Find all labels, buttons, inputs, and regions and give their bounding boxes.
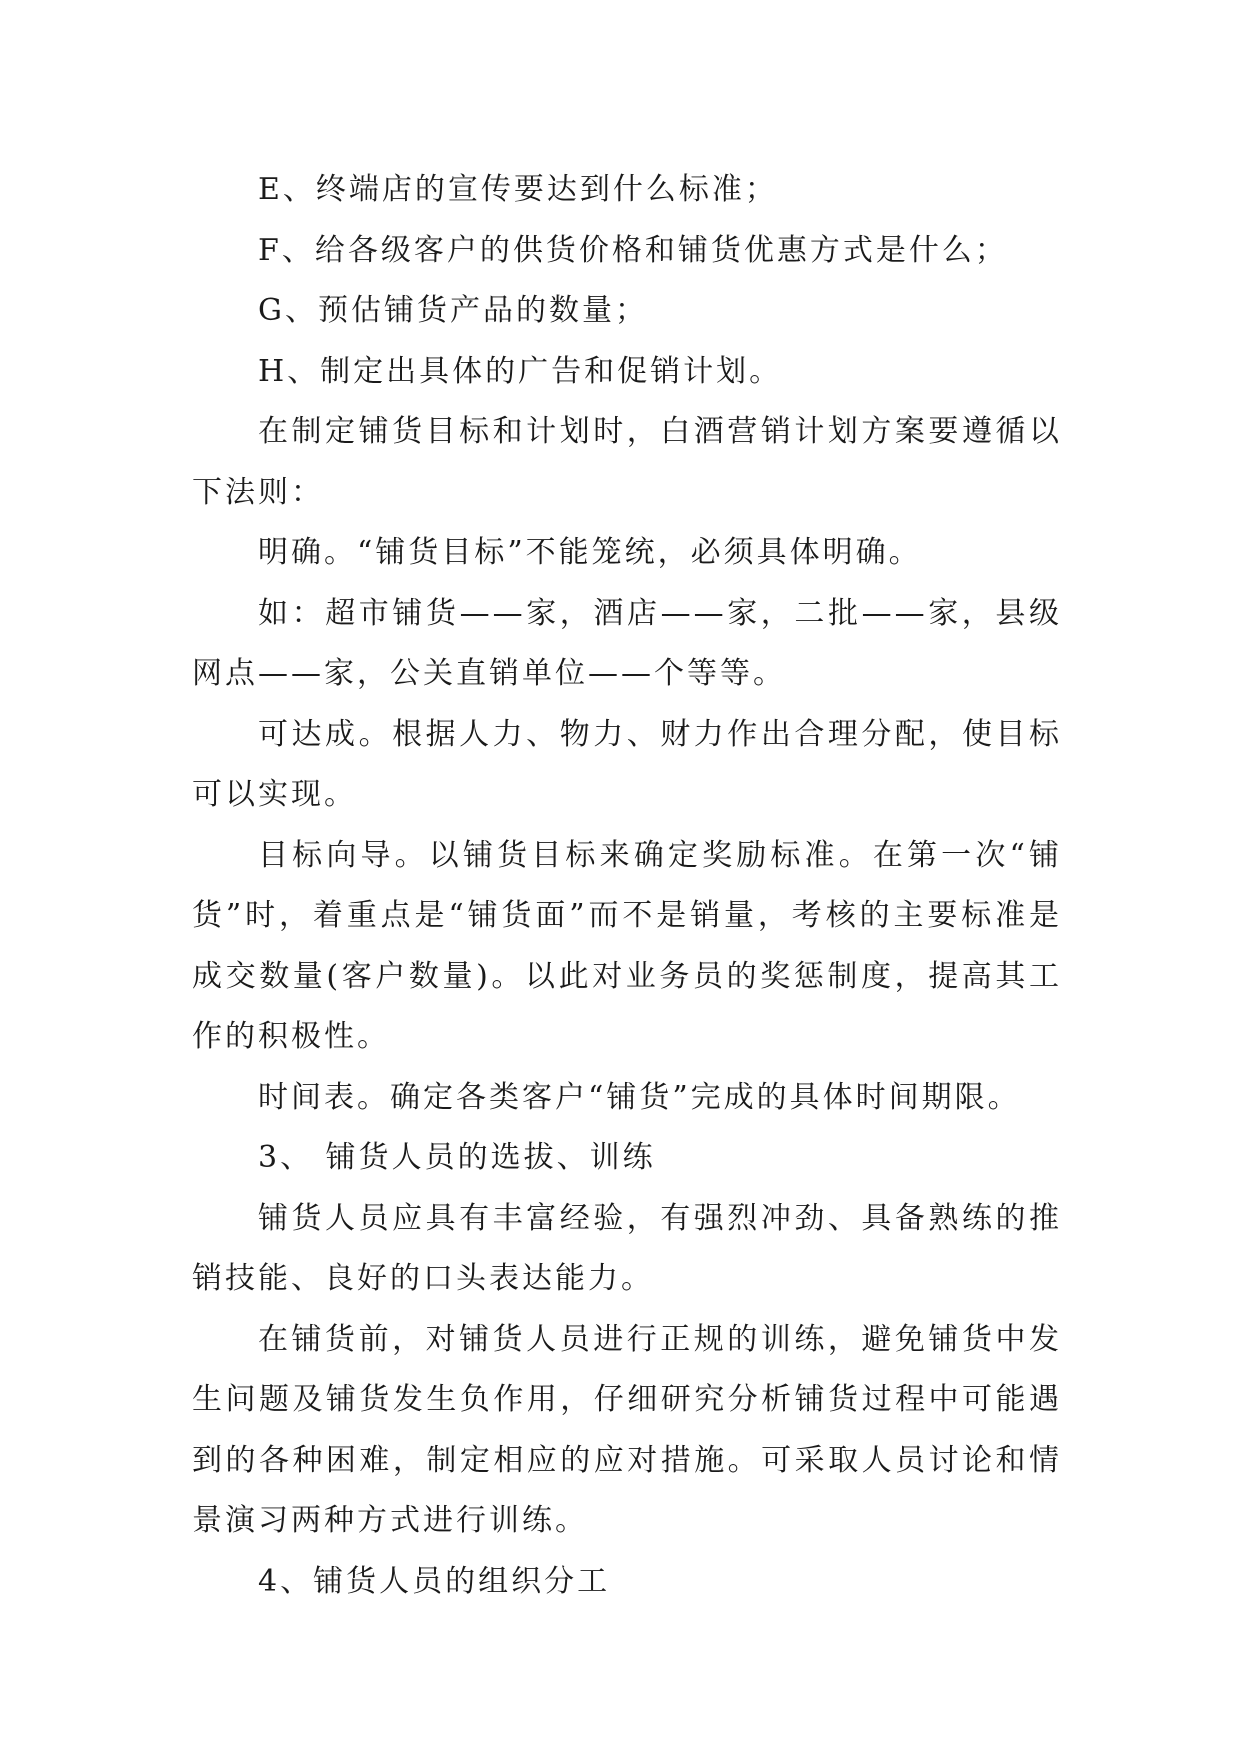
section-heading-4: 4、铺货人员的组织分工 xyxy=(258,1563,611,1599)
paragraph-item-f: F、给各级客户的供货价格和铺货优惠方式是什么； xyxy=(258,232,1008,268)
paragraph-staff-requirements: 铺货人员应具有丰富经验，有强烈冲劲、具备熟练的推销技能、良好的口头表达能力。 xyxy=(192,1200,1062,1296)
paragraph-rule-timetable: 时间表。确定各类客户“铺货”完成的具体时间期限。 xyxy=(258,1079,1021,1115)
paragraph-rule-clear: 明确。“铺货目标”不能笼统，必须具体明确。 xyxy=(258,535,922,570)
paragraph-item-h: H、制定出具体的广告和促销计划。 xyxy=(258,353,783,389)
paragraph-staff-training: 在铺货前，对铺货人员进行正规的训练，避免铺货中发生问题及铺货发生负作用，仔细研究分析铺货过程中可能遇到的各种困难，制定相应的应对措施。可采取人员讨论和情景演习两种方式进行训练。 xyxy=(192,1321,1062,1538)
paragraph-rules-intro: 在制定铺货目标和计划时，白酒营销计划方案要遵循以下法则： xyxy=(192,414,1062,510)
paragraph-item-g: G、预估铺货产品的数量； xyxy=(258,293,648,328)
paragraph-rule-goal-oriented: 目标向导。以铺货目标来确定奖励标准。在第一次“铺货”时，着重点是“铺货面”而不是销量，考核的主要标准是成交数量(客户数量)。以此对业务员的奖惩制度，提高其工作的积极性。 xyxy=(192,837,1062,1054)
paragraph-rule-example: 如：超市铺货——家，酒店——家，二批——家，县级网点——家，公关直销单位——个等等。 xyxy=(192,595,1062,691)
paragraph-rule-achievable: 可达成。根据人力、物力、财力作出合理分配，使目标可以实现。 xyxy=(192,716,1062,812)
paragraph-item-e: E、终端店的宣传要达到什么标准； xyxy=(258,172,778,207)
document-body xyxy=(192,160,1062,1612)
section-heading-3: 3、 铺货人员的选拔、训练 xyxy=(258,1140,656,1175)
